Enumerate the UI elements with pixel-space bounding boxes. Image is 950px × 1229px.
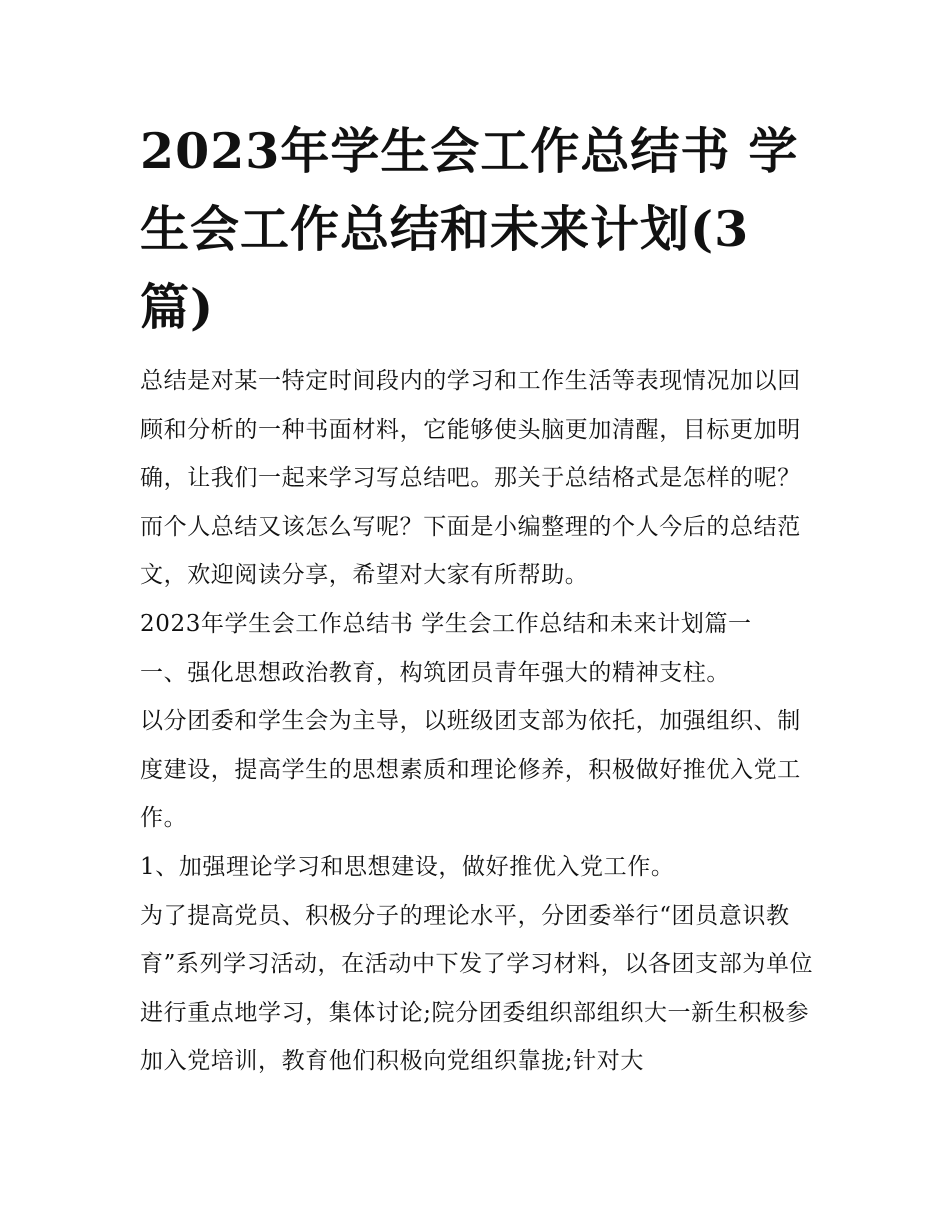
numbered-heading: 1、加强理论学习和思想建设，做好推优入党工作。 — [140, 853, 675, 880]
document-title: 2023年学生会工作总结书 学生会工作总结和未来计划(3篇) — [140, 122, 799, 336]
section-heading: 2023年学生会工作总结书 学生会工作总结和未来计划篇一 — [140, 610, 752, 637]
document-body — [140, 357, 815, 1086]
intro-paragraph: 总结是对某一特定时间段内的学习和工作生活等表现情况加以回顾和分析的一种书面材料，它能够使头脑更加清醒，目标更加明确，让我们一起来学习写总结吧。那关于总结格式是怎样的呢？而个人总结又该怎么写呢？下面是小编整理的个人今后的总结范文，欢迎阅读分享，希望对大家有所帮助。 — [140, 368, 801, 589]
body-paragraph: 以分团委和学生会为主导，以班级团支部为依托，加强组织、制度建设，提高学生的思想素质和理论修养，积极做好推优入党工作。 — [140, 708, 801, 832]
body-paragraph: 为了提高党员、积极分子的理论水平，分团委举行“团员意识教育”系列学习活动，在活动中下发了学习材料，以各团支部为单位进行重点地学习，集体讨论;院分团委组织部组织大一新生积极参加入党培训，教育他们积极向党组织靠拢;针对大 — [140, 902, 814, 1075]
subsection-heading: 一、强化思想政治教育，构筑团员青年强大的精神支柱。 — [140, 659, 730, 686]
